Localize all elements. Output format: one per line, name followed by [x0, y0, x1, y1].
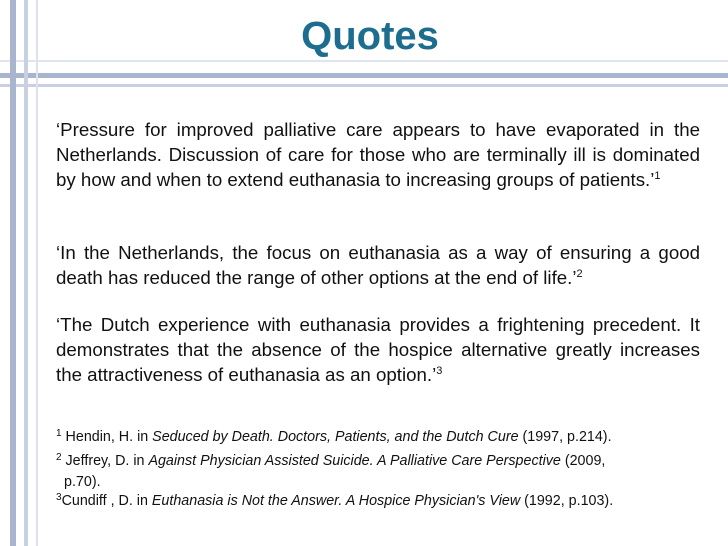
footnote-detail-continued: p.70). [64, 474, 101, 490]
footnote-detail: (1992, p.103). [520, 493, 614, 509]
footnote-author: Hendin, H. in [65, 429, 153, 445]
footnote-2 [56, 451, 700, 493]
footnote-3 [56, 491, 700, 512]
footnote-number: 3 [56, 492, 62, 503]
quote-text: ‘Pressure for improved palliative care appears to have evaporated in the Netherlands. Discussion of care for those who are terminally ill is dominated by how and when to extend euthanasia to increasing groups of patients.’ [56, 119, 700, 190]
footnote-author: Jeffrey, D. in [61, 453, 149, 469]
quote-text: ‘The Dutch experience with euthanasia provides a frightening precedent. It demonstrates that the absence of the hospice alternative greatly increases the attractiveness of euthanasia as an option.’ [56, 314, 700, 385]
page-title: Quotes [301, 14, 439, 58]
quote-ref: 1 [654, 170, 661, 182]
footnote-detail: (2009, [560, 453, 606, 469]
footnote-work: Against Physician Assisted Suicide. A Palliative Care Perspective [148, 453, 561, 469]
footnote-author: Cundiff , D. in [61, 493, 152, 509]
quote-1 [56, 117, 700, 192]
footnote-number: 2 [56, 452, 62, 463]
quote-2 [56, 240, 700, 290]
footnote-number: 1 [56, 428, 62, 439]
quote-3 [56, 312, 700, 387]
footnote-work: Seduced by Death. Doctors, Patients, and the Dutch Cure [152, 429, 519, 445]
decor-line [0, 84, 728, 87]
footnote-1 [56, 427, 700, 448]
decor-line [10, 0, 16, 546]
footnote-detail: (1997, p.214). [518, 429, 612, 445]
footnote-work: Euthanasia is Not the Answer. A Hospice Physician's View [151, 493, 521, 509]
decor-line [0, 73, 728, 78]
quote-ref: 2 [576, 268, 583, 280]
quote-text: ‘In the Netherlands, the focus on euthanasia as a way of ensuring a good death has reduced the range of other options at the end of life.’ [56, 242, 700, 288]
decor-line [24, 0, 28, 546]
decor-line [36, 0, 38, 546]
quote-ref: 3 [436, 365, 443, 377]
